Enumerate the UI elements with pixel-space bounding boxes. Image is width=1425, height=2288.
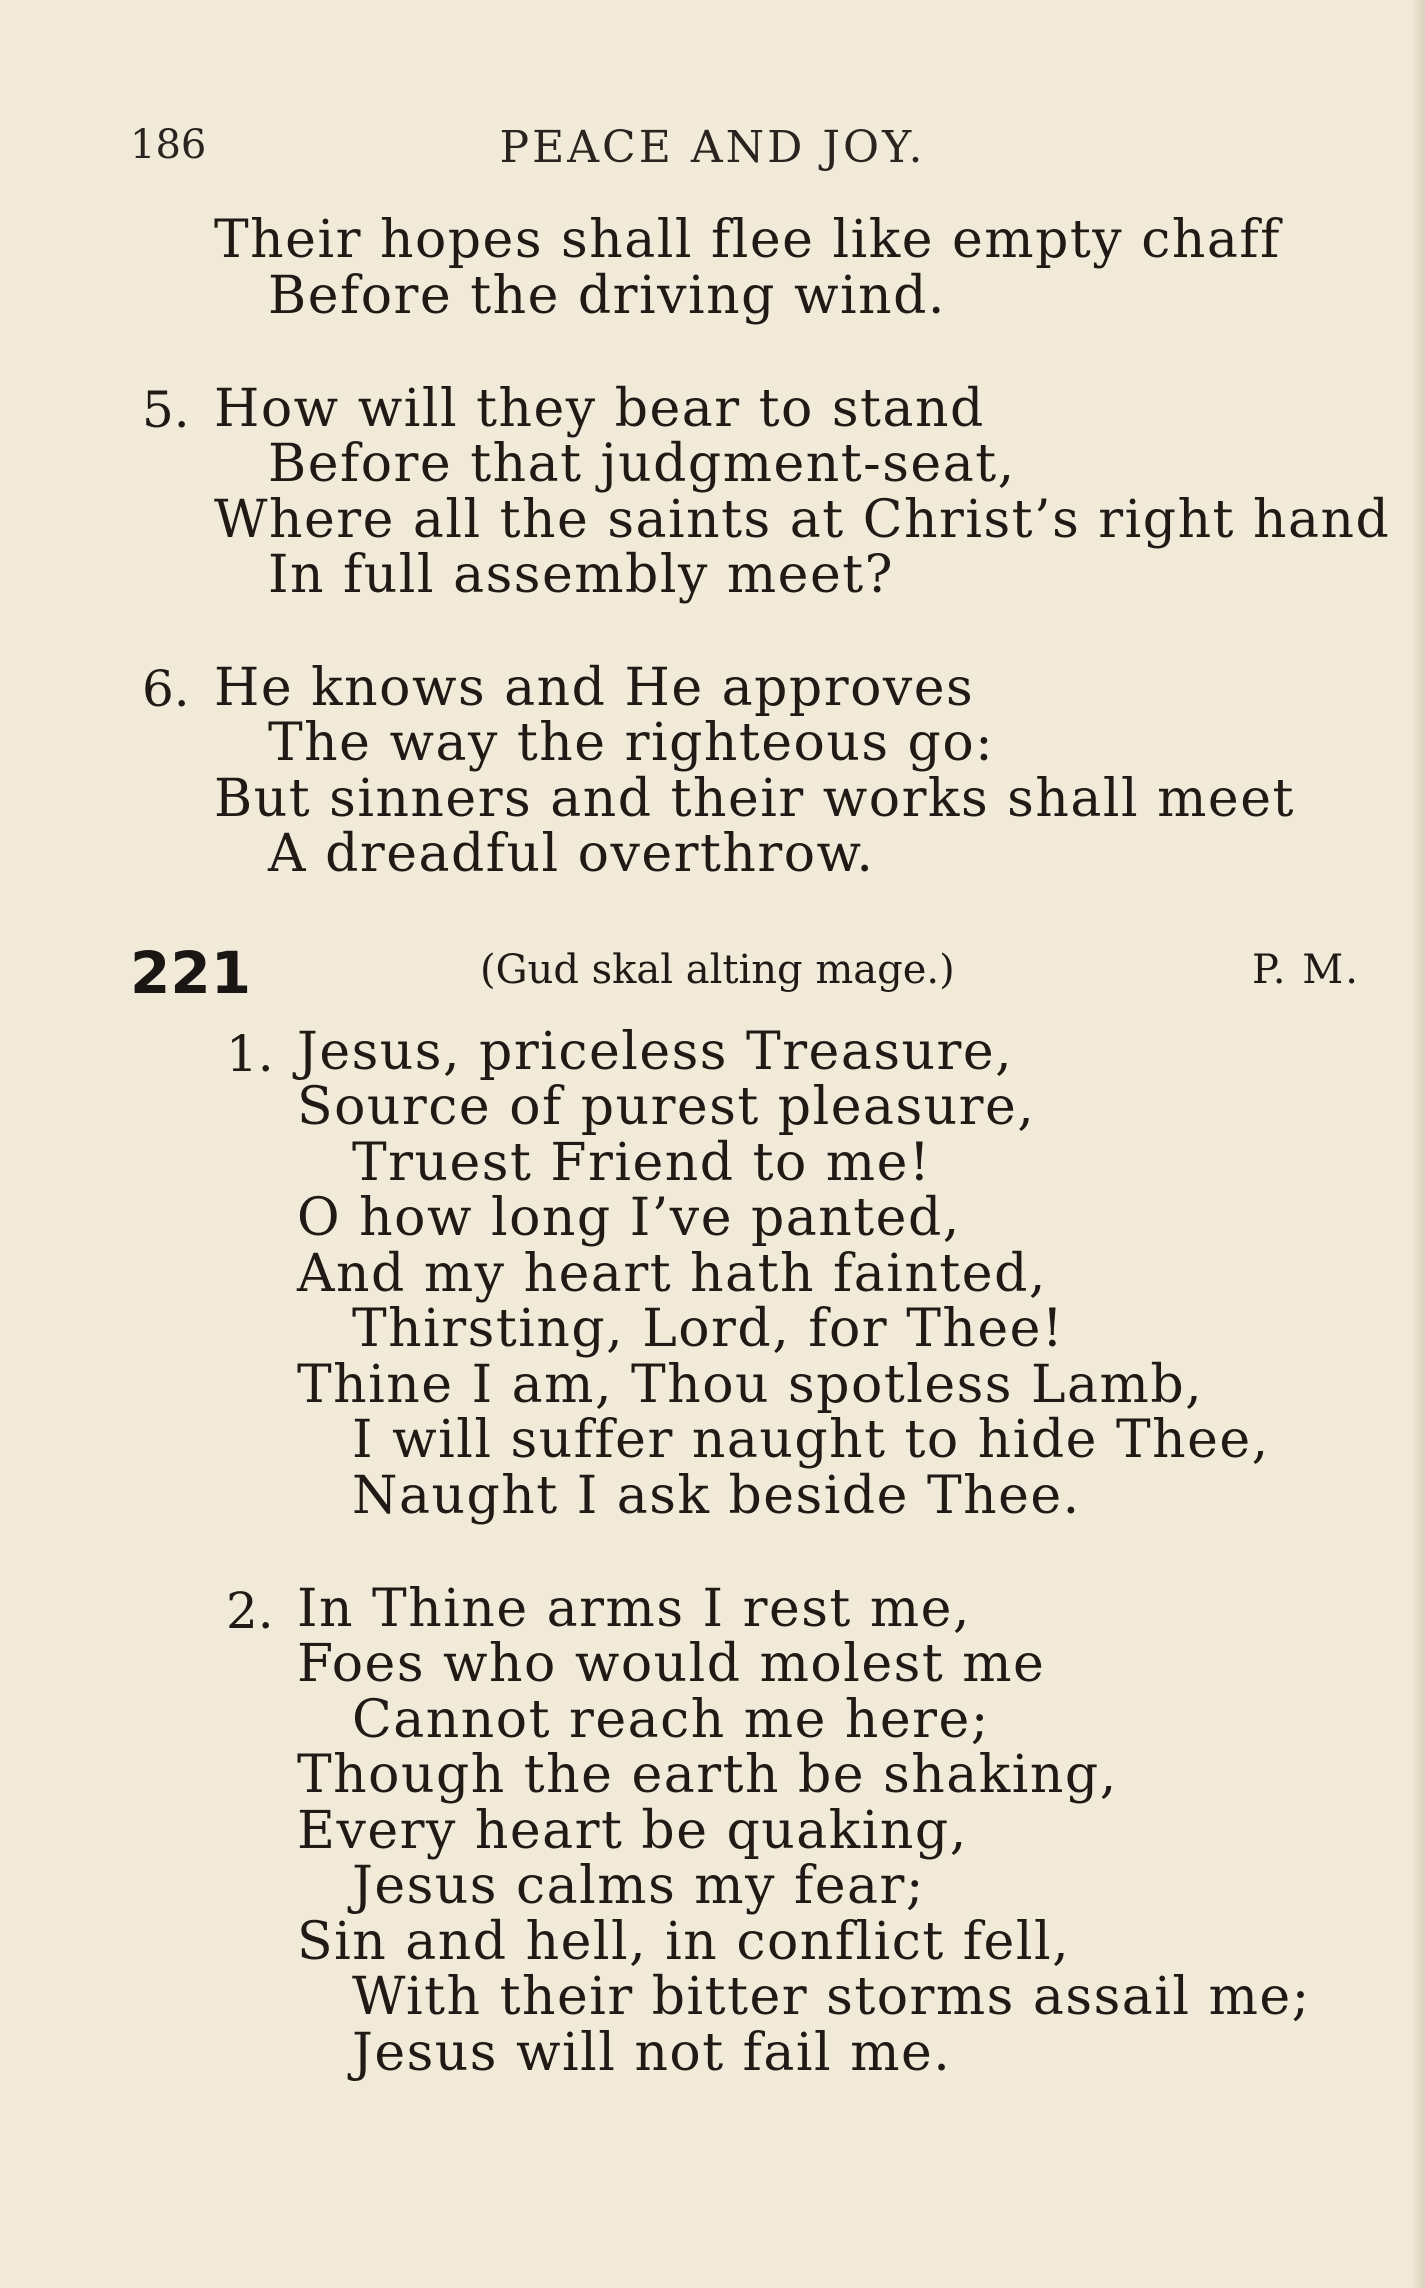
page-edge-shadow <box>1411 0 1425 2288</box>
page-number: 186 <box>130 122 207 168</box>
page-header <box>0 122 1425 182</box>
verse-line: Every heart be quaking, <box>297 1801 968 1861</box>
verse-line: Thine I am, Thou spotless Lamb, <box>297 1355 1204 1415</box>
verse-number: 1. <box>226 1025 274 1083</box>
verse-line: The way the righteous go: <box>268 713 995 773</box>
hymn-number: 221 <box>130 939 252 1007</box>
verse-line: Before the driving wind. <box>268 266 946 326</box>
verse-line: Thirsting, Lord, for Thee! <box>352 1299 1065 1359</box>
verse-line: Where all the saints at Christ’s right hand <box>214 490 1391 550</box>
verse-line: Though the earth be shaking, <box>297 1745 1118 1805</box>
verse-line: Truest Friend to me! <box>352 1133 932 1193</box>
verse-line: Source of purest pleasure, <box>297 1077 1036 1137</box>
verse-number: 5. <box>142 381 190 439</box>
verse-line: Jesus will not fail me. <box>352 2023 952 2083</box>
verse-line: Naught I ask beside Thee. <box>352 1466 1081 1526</box>
verse-line: Jesus, priceless Treasure, <box>297 1022 1014 1082</box>
verse-number: 2. <box>226 1582 274 1640</box>
verse-line: Jesus calms my fear; <box>352 1856 925 1916</box>
verse-line: O how long I’ve panted, <box>297 1188 961 1248</box>
verse-line: Before that judgment-seat, <box>268 434 1016 494</box>
running-title: PEACE AND JOY. <box>499 122 926 173</box>
meter: P. M. <box>1252 947 1360 993</box>
verse-line: But sinners and their works shall meet <box>214 769 1295 829</box>
verse-line: A dreadful overthrow. <box>268 824 875 884</box>
verse-line: I will suffer naught to hide Thee, <box>352 1410 1270 1470</box>
tune-note: (Gud skal alting mage.) <box>480 947 955 993</box>
verse-line: How will they bear to stand <box>214 379 985 439</box>
verse-line: Cannot reach me here; <box>352 1690 990 1750</box>
verse-line: Their hopes shall flee like empty chaff <box>214 210 1281 270</box>
verse-line: And my heart hath fainted, <box>297 1244 1047 1304</box>
verse-line: With their bitter storms assail me; <box>352 1967 1311 2027</box>
verse-line: In Thine arms I rest me, <box>297 1579 971 1639</box>
verse-line: Sin and hell, in conflict fell, <box>297 1912 1071 1972</box>
verse-line: He knows and He approves <box>214 658 975 718</box>
verse-line: In full assembly meet? <box>268 545 894 605</box>
verse-number: 6. <box>142 660 190 718</box>
verse-line: Foes who would molest me <box>297 1634 1046 1694</box>
